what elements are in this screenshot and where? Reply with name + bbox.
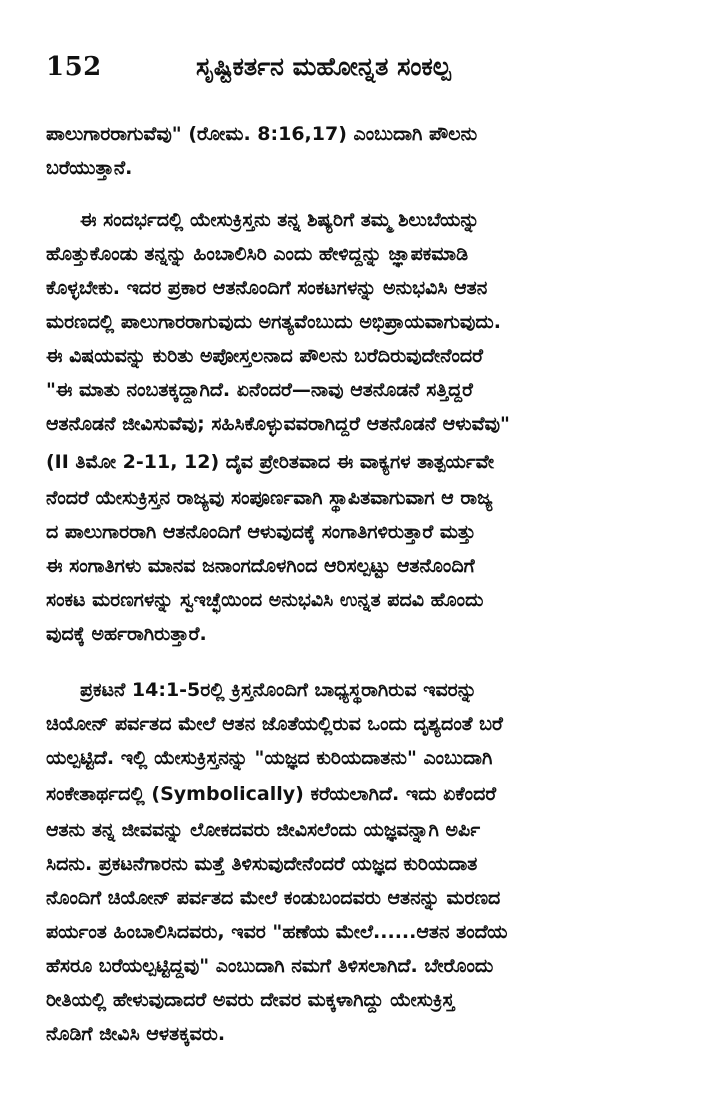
paragraph-3-line-11: ನೊಡಿಗೆ ಜೀವಿಸಿ ಆಳತಕ್ಕವರು.	[46, 1023, 226, 1045]
paragraph-3-line-4: ಸಂಕೇತಾರ್ಥದಲ್ಲಿ (Symbolically) ಕರೆಯಲಾಗಿದೆ. ಇದು ಏಕೆಂದರೆ	[46, 783, 497, 805]
paragraph-2-line-1: ಈ ಸಂದರ್ಭದಲ್ಲಿ ಯೇಸುಕ್ರಿಸ್ತನು ತನ್ನ ಶಿಷ್ಯರಿಗೆ ತಮ್ಮ ಶಿಲುಬೆಯನ್ನು	[80, 209, 480, 231]
paragraph-3-line-7: ನೊಂದಿಗೆ ಚಿಯೋನ್ ಪರ್ವತದ ಮೇಲೆ ಕಂಡುಬಂದವರು ಆತನನ್ನು ಮರಣದ	[46, 887, 501, 909]
paragraph-3-line-1: ಪ್ರಕಟನೆ 14:1-5ರಲ್ಲಿ ಕ್ರಿಸ್ತನೊಂದಿಗೆ ಬಾಧ್ಯಸ್ಥರಾಗಿರುವ ಇವರನ್ನು	[80, 679, 477, 701]
paragraph-2-line-8: (II ತಿಮೋ 2-11, 12) ದೈವ ಪ್ರೇರಿತವಾದ ಈ ವಾಕ್ಯಗಳ ತಾತ್ಪರ್ಯವೇ	[46, 451, 495, 473]
paragraph-2-line-11: ಈ ಸಂಗಾತಿಗಳು ಮಾನವ ಜನಾಂಗದೊಳಗಿಂದ ಆರಿಸಲ್ಪಟ್ಟು ಆತನೊಂದಿಗೆ	[46, 555, 475, 577]
paragraph-3-line-3: ಯಲ್ಪಟ್ಟಿದೆ. ಇಲ್ಲಿ ಯೇಸುಕ್ರಿಸ್ತನನ್ನು "ಯಜ್ಞದ ಕುರಿಯದಾತನು" ಎಂಬುದಾಗಿ	[46, 747, 493, 769]
paragraph-1-line-2: ಬರೆಯುತ್ತಾನೆ.	[46, 157, 133, 179]
paragraph-2-line-6: "ಈ ಮಾತು ನಂಬತಕ್ಕದ್ದಾಗಿದೆ. ಏನೆಂದರೆ—ನಾವು ಆತನೊಡನೆ ಸತ್ತಿದ್ದರೆ	[46, 379, 473, 401]
paragraph-2-line-13: ವುದಕ್ಕೆ ಅರ್ಹರಾಗಿರುತ್ತಾರೆ.	[46, 623, 207, 645]
running-title: ಸೃಷ್ಟಿಕರ್ತನ ಮಹೋನ್ನತ ಸಂಕಲ್ಪ	[196, 52, 451, 81]
paragraph-2-line-9: ನೆಂದರೆ ಯೇಸುಕ್ರಿಸ್ತನ ರಾಜ್ಯವು ಸಂಪೂರ್ಣವಾಗಿ ಸ್ಥಾಪಿತವಾಗುವಾಗ ಆ ರಾಜ್ಯ	[46, 487, 493, 509]
page-number: 152	[46, 52, 102, 82]
paragraph-2-line-7: ಆತನೊಡನೆ ಜೀವಿಸುವೆವು; ಸಹಿಸಿಕೊಳ್ಳುವವರಾಗಿದ್ದರೆ ಆತನೊಡನೆ ಆಳುವೆವು"	[46, 413, 510, 435]
paragraph-3-line-2: ಚಿಯೋನ್ ಪರ್ವತದ ಮೇಲೆ ಆತನ ಜೊತೆಯಲ್ಲಿರುವ ಒಂದು ದೃಶ್ಯದಂತೆ ಬರೆ	[46, 713, 503, 735]
paragraph-2-line-10: ದ ಪಾಲುಗಾರರಾಗಿ ಆತನೊಂದಿಗೆ ಆಳುವುದಕ್ಕೆ ಸಂಗಾತಿಗಳಿರುತ್ತಾರೆ ಮತ್ತು	[46, 521, 476, 543]
paragraph-2-line-3: ಕೊಳ್ಳಬೇಕು. ಇದರ ಪ್ರಕಾರ ಆತನೊಂದಿಗೆ ಸಂಕಟಗಳನ್ನು ಅನುಭವಿಸಿ ಆತನ	[46, 277, 488, 299]
paragraph-1-line-1: ಪಾಲುಗಾರರಾಗುವೆವು" (ರೋಮ. 8:16,17) ಎಂಬುದಾಗಿ ಪೌಲನು	[46, 123, 478, 145]
paragraph-3-line-6: ಸಿದನು. ಪ್ರಕಟನೆಗಾರನು ಮತ್ತೆ ತಿಳಿಸುವುದೇನೆಂದರೆ ಯಜ್ಞದ ಕುರಿಯದಾತ	[46, 853, 478, 875]
paragraph-3-line-10: ರೀತಿಯಲ್ಲಿ ಹೇಳುವುದಾದರೆ ಅವರು ದೇವರ ಮಕ್ಕಳಾಗಿದ್ದು ಯೇಸುಕ್ರಿಸ್ತ	[46, 989, 455, 1011]
page-header	[46, 52, 686, 92]
paragraph-3-line-5: ಆತನು ತನ್ನ ಜೀವವನ್ನು ಲೋಕದವರು ಜೀವಿಸಲೆಂದು ಯಜ್ಞವನ್ನಾಗಿ ಅರ್ಪಿ	[46, 819, 481, 841]
paragraph-2-line-2: ಹೊತ್ತುಕೊಂಡು ತನ್ನನ್ನು ಹಿಂಬಾಲಿಸಿರಿ ಎಂದು ಹೇಳಿದ್ದನ್ನು ಜ್ಞಾಪಕಮಾಡಿ	[46, 243, 469, 265]
paragraph-3-line-9: ಹೆಸರೂ ಬರೆಯಲ್ಪಟ್ಟಿದ್ದವು" ಎಂಬುದಾಗಿ ನಮಗೆ ತಿಳಿಸಲಾಗಿದೆ. ಬೇರೊಂದು	[46, 955, 494, 977]
paragraph-2-line-5: ಈ ವಿಷಯವನ್ನು ಕುರಿತು ಅಪೋಸ್ತಲನಾದ ಪೌಲನು ಬರೆದಿರುವುದೇನೆಂದರೆ	[46, 345, 483, 367]
paragraph-2-line-4: ಮರಣದಲ್ಲಿ ಪಾಲುಗಾರರಾಗುವುದು ಅಗತ್ಯವೆಂಬುದು ಅಭಿಪ್ರಾಯವಾಗುವುದು.	[46, 311, 501, 333]
paragraph-2-line-12: ಸಂಕಟ ಮರಣಗಳನ್ನು ಸ್ವಇಚ್ಛೆಯಿಂದ ಅನುಭವಿಸಿ ಉನ್ನತ ಪದವಿ ಹೊಂದು	[46, 589, 484, 611]
paragraph-3-line-8: ಪರ್ಯಂತ ಹಿಂಬಾಲಿಸಿದವರು, ಇವರ "ಹಣೆಯ ಮೇಲೆ......ಆತನ ತಂದೆಯ	[46, 921, 508, 943]
